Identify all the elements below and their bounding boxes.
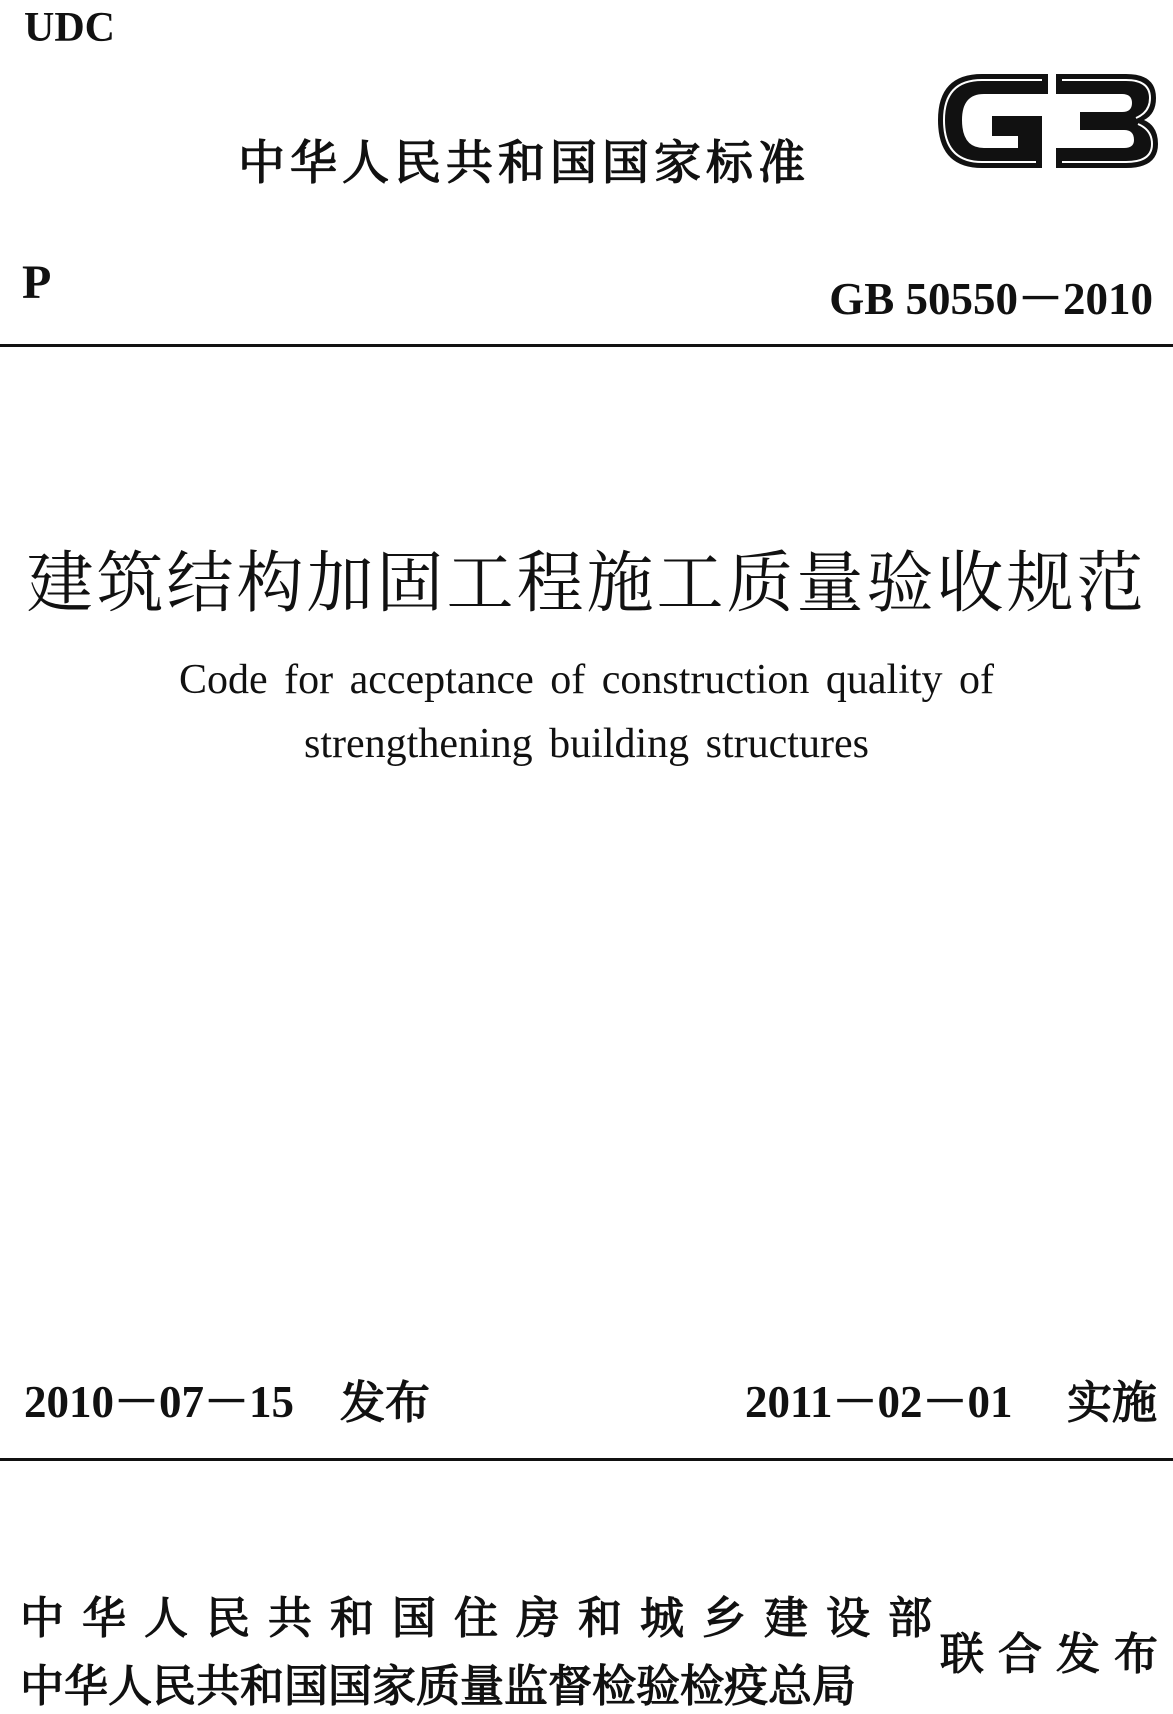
national-standard-heading: 中华人民共和国国家标准 [238,136,810,191]
joint-issue-label: 联合发布 [940,1629,1172,1680]
classification-code: P [22,256,52,309]
english-title-line-2: strengthening building structures [304,721,869,767]
top-divider [0,344,1173,347]
english-title-line-1: Code for acceptance of construction quality of [178,657,995,703]
gb-logo-icon [930,60,1160,180]
issuer-quality-administration: 中华人民共和国国家质量监督检验检疫总局 [20,1661,856,1712]
issue-date: 2010－07－15 [24,1377,295,1427]
english-title [0,648,1173,776]
implementation-label: 实施 [1067,1376,1158,1429]
issuer-ministry-housing: 中华人民共和国住房和城乡建设部 [20,1593,950,1644]
standard-number: GB 50550－2010 [829,274,1153,324]
implementation-date: 2011－02－01 [745,1377,1013,1427]
udc-label: UDC [24,5,115,51]
bottom-divider [0,1458,1173,1461]
chinese-title: 建筑结构加固工程施工质量验收规范 [26,547,1147,621]
issue-label: 发布 [340,1376,431,1429]
